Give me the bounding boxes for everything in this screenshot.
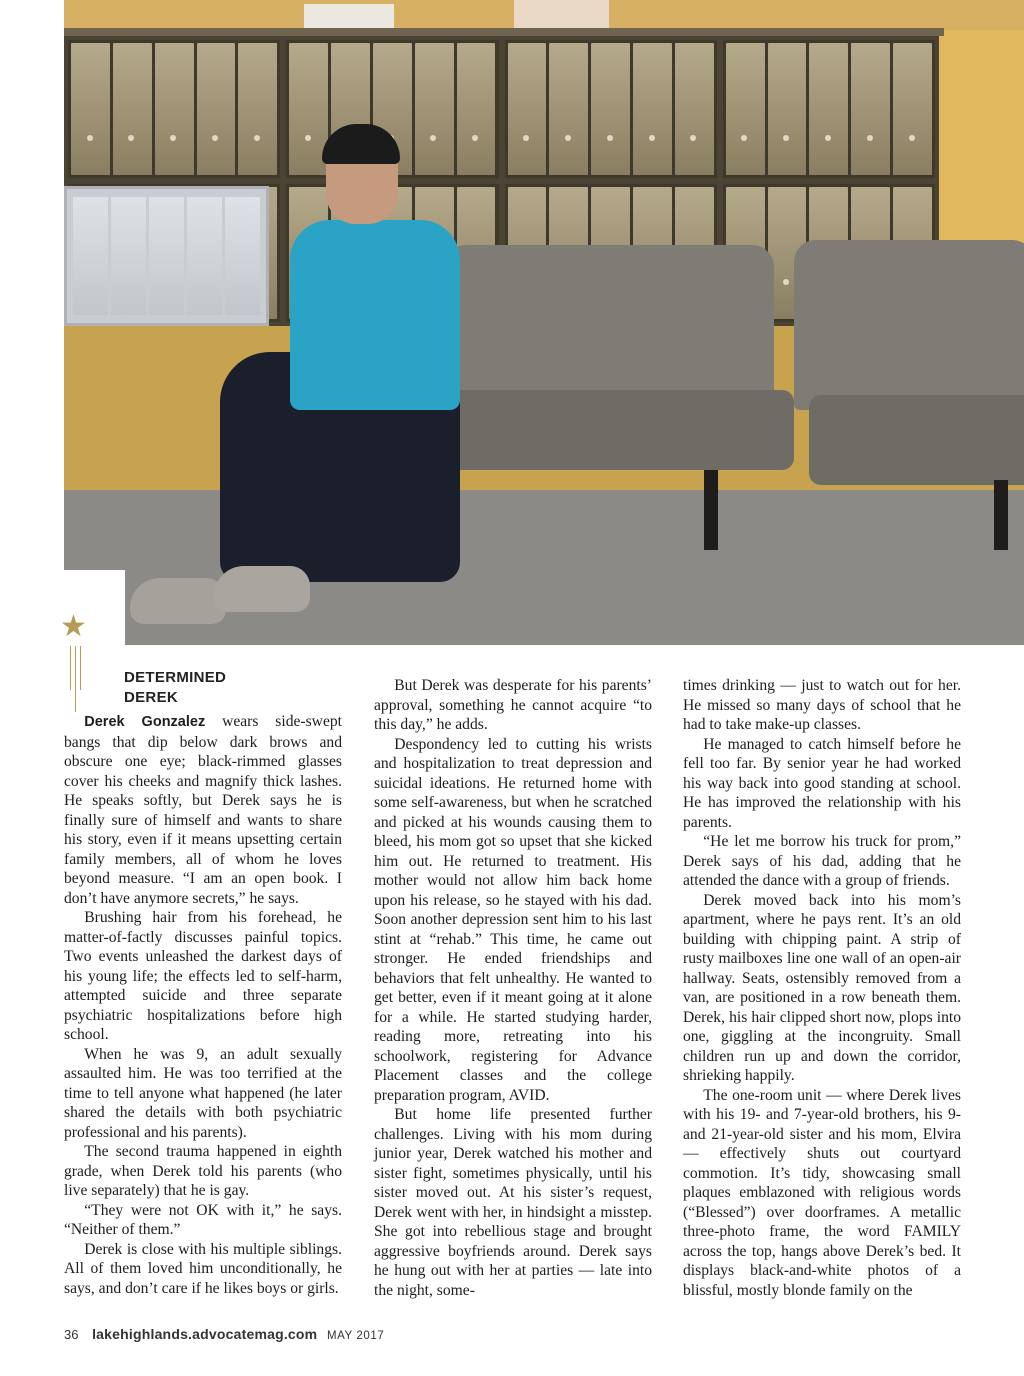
article-paragraph — [64, 712, 342, 908]
photo-mailbox-door — [549, 43, 588, 175]
photo-mailbox-bank — [505, 40, 717, 178]
article-paragraph: “They were not OK with it,” he says. “Neither of them.” — [64, 1201, 342, 1238]
page-footer — [64, 1326, 384, 1342]
photo-steel-mailboxes — [64, 186, 269, 326]
article-paragraph: Derek moved back into his mom’s apartment, where he pays rent. It’s an old building with chipping paint. A strip of rusty mailboxes line one wall of an open-air hallway. Seats, ostensibly removed from a van, are positioned in a row beneath them. Derek, his hair clipped short now, plops into one, giggling at the incongruity. Small children run up and down the corridor, shrieking happily. — [683, 891, 961, 1084]
photo-mailbox-bank — [723, 40, 935, 178]
photo-mailbox-door — [633, 43, 672, 175]
article-paragraph: Brushing hair from his forehead, he matter-of-factly discusses painful topics. Two events unleashed the darkest days of his young life; the effects led to self-harm, attempted suicide and three separate psychiatric hospitalizations before high school. — [64, 909, 342, 1043]
photo-shoe — [214, 566, 310, 612]
photo-mailbox-door — [809, 43, 848, 175]
headline-line-1: DETERMINED — [124, 669, 227, 686]
article-paragraph: The one-room unit — where Derek lives with his 19- and 7-year-old brothers, his 9- and 21-year-old sister and his mom, Elvira — effectively shuts out courtyard commotion. It’s tidy, showcasing small plaques emblazoned with religious words (“Blessed”) over doorframes. A metallic three-photo frame, the word FAMILY across the top, hangs above Derek’s bed. It displays black-and-white photos of a blissful, mostly blonde family on the — [683, 1086, 961, 1299]
photo-mailbox-door — [675, 43, 714, 175]
article-paragraph: The second trauma happened in eighth grade, when Derek told his parents (who live separately) that he is gay. — [64, 1143, 342, 1199]
photo-mailbox-door — [768, 43, 807, 175]
photo-seat-back-2 — [794, 240, 1024, 410]
article-paragraph: “He let me borrow his truck for prom,” Derek says of his dad, adding that he attended the dance with a group of friends. — [683, 833, 961, 889]
photo-mailbox-door — [155, 43, 194, 175]
article-paragraph: When he was 9, an adult sexually assaulted him. He was too terrified at the time to tell anyone what happened (he later shared the details with both psychiatric professional and his parents). — [64, 1045, 342, 1141]
photo-mailbox-door — [113, 43, 152, 175]
article-paragraph: But Derek was desperate for his parents’ approval, something he cannot acquire “to this day,” he adds. — [374, 677, 652, 733]
article-paragraph: But home life presented further challenges. Living with his mom during junior year, Derek watched his mother and sister fight, sometimes physically, until his sister moved out. At his sister’s request, Derek went with her, in hindsight a misstep. She got into rebellious stage and brought aggressive boyfriends around. Derek says he hung out with her at parties — late into the night, some- — [374, 1106, 652, 1299]
feature-photo — [64, 0, 1024, 645]
article-paragraph: He managed to catch himself before he fell too far. By senior year he had worked his way back into good standing at school. He has improved the relationship with his parents. — [683, 735, 961, 831]
photo-mailbox-door — [591, 43, 630, 175]
photo-shelf — [64, 28, 944, 36]
article-column-2 — [374, 676, 652, 1300]
photo-mailbox-door — [457, 43, 496, 175]
site-url: lakehighlands.advocatemag.com — [92, 1326, 318, 1342]
photo-mailbox-bank — [68, 40, 280, 178]
issue-date: MAY 2017 — [326, 1330, 385, 1342]
photo-seat-leg — [994, 480, 1008, 550]
photo-seat-base-2 — [809, 395, 1024, 485]
photo-person-shirt — [290, 220, 460, 410]
photo-mailbox-door — [508, 43, 547, 175]
article-paragraph: Despondency led to cutting his wrists and hospitalization to treat depression and suicidal ideations. He returned home with some self-awareness, but when he scratched and picked at his wounds causing them to bleed, his mom got so upset that she kicked him out. He returned to treatment. His mother would not allow him back home upon his release, so he stayed with his dad. Soon another depression sent him to his last stint at “rehab.” This time, he came out stronger. He ended friendships and behaviors that felt unhealthy. He wanted to get better, even if it meant going at it alone for a while. He started studying harder, reading more, retreating into his schoolwork, registering for Advance Placement classes and the college preparation program, AVID. — [374, 735, 652, 1104]
article-column-3 — [683, 676, 961, 1300]
star-icon: ★ — [60, 609, 87, 644]
photo-mailbox-door — [238, 43, 277, 175]
article-column-1 — [64, 668, 342, 1298]
photo-mailbox-door — [726, 43, 765, 175]
photo-mailbox-door — [415, 43, 454, 175]
photo-shoe — [130, 578, 226, 624]
article-paragraph: times drinking — just to watch out for her. He missed so many days of school that he had to take make-up classes. — [683, 677, 961, 733]
photo-papers-2 — [514, 0, 609, 28]
photo-mailbox-door — [197, 43, 236, 175]
lead-text: wears side-swept bangs that dip below dark brows and obscure one eye; black-rimmed glasses cover his cheeks and magnify thick lashes. He speaks softly, but Derek says he is finally sure of himself and wants to share his story, even if it means upsetting certain family members, all of whom he loves beyond measure. “I am an open book. I don’t have anymore secrets,” he says. — [64, 713, 342, 907]
photo-seat-back-1 — [444, 245, 774, 405]
photo-mailbox-door — [71, 43, 110, 175]
photo-papers — [304, 4, 394, 28]
photo-seat-leg — [704, 470, 718, 550]
lead-name: Derek Gonzalez — [84, 714, 206, 730]
article-paragraph: Derek is close with his multiple siblings. All of them loved him unconditionally, he says, and don’t care if he likes boys or girls. — [64, 1240, 342, 1297]
photo-mailbox-door — [851, 43, 890, 175]
article-headline — [124, 668, 342, 707]
headline-line-2: DEREK — [124, 688, 179, 706]
page-number: 36 — [64, 1327, 79, 1342]
photo-mailbox-door — [893, 43, 932, 175]
